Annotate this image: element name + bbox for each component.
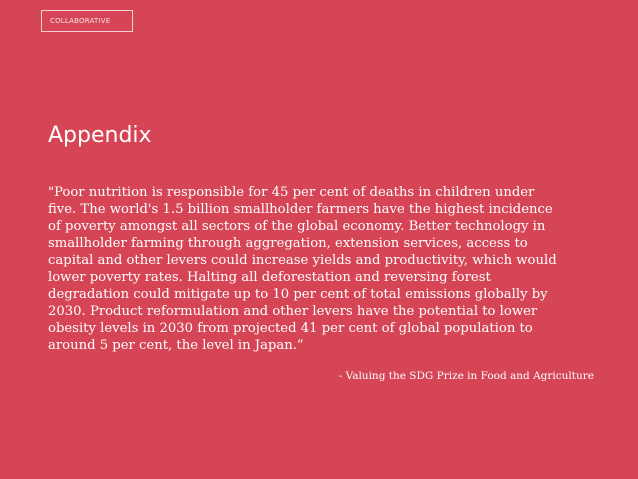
quote-line: 2030. Product reformulation and other levers have the potential to lower xyxy=(48,304,538,319)
slide-title: Appendix xyxy=(48,123,152,148)
quote-line: around 5 per cent, the level in Japan.” xyxy=(48,338,304,353)
category-tag: COLLABORATIVE xyxy=(41,10,133,32)
quote-attribution: - Valuing the SDG Prize in Food and Agriculture xyxy=(338,370,594,382)
quote-line: degradation could mitigate up to 10 per cent of total emissions globally by xyxy=(48,287,548,302)
quote-text xyxy=(48,184,600,354)
quote-line: "Poor nutrition is responsible for 45 per cent of deaths in children under xyxy=(48,185,535,200)
quote-line: smallholder farming through aggregation, extension services, access to xyxy=(48,236,528,251)
quote-line: capital and other levers could increase yields and productivity, which would xyxy=(48,253,557,268)
quote-line: obesity levels in 2030 from projected 41 per cent of global population to xyxy=(48,321,533,336)
quote-line: five. The world's 1.5 billion smallholder farmers have the highest incidence xyxy=(48,202,553,217)
quote-line: of poverty amongst all sectors of the global economy. Better technology in xyxy=(48,219,546,234)
quote-line: lower poverty rates. Halting all deforestation and reversing forest xyxy=(48,270,491,285)
